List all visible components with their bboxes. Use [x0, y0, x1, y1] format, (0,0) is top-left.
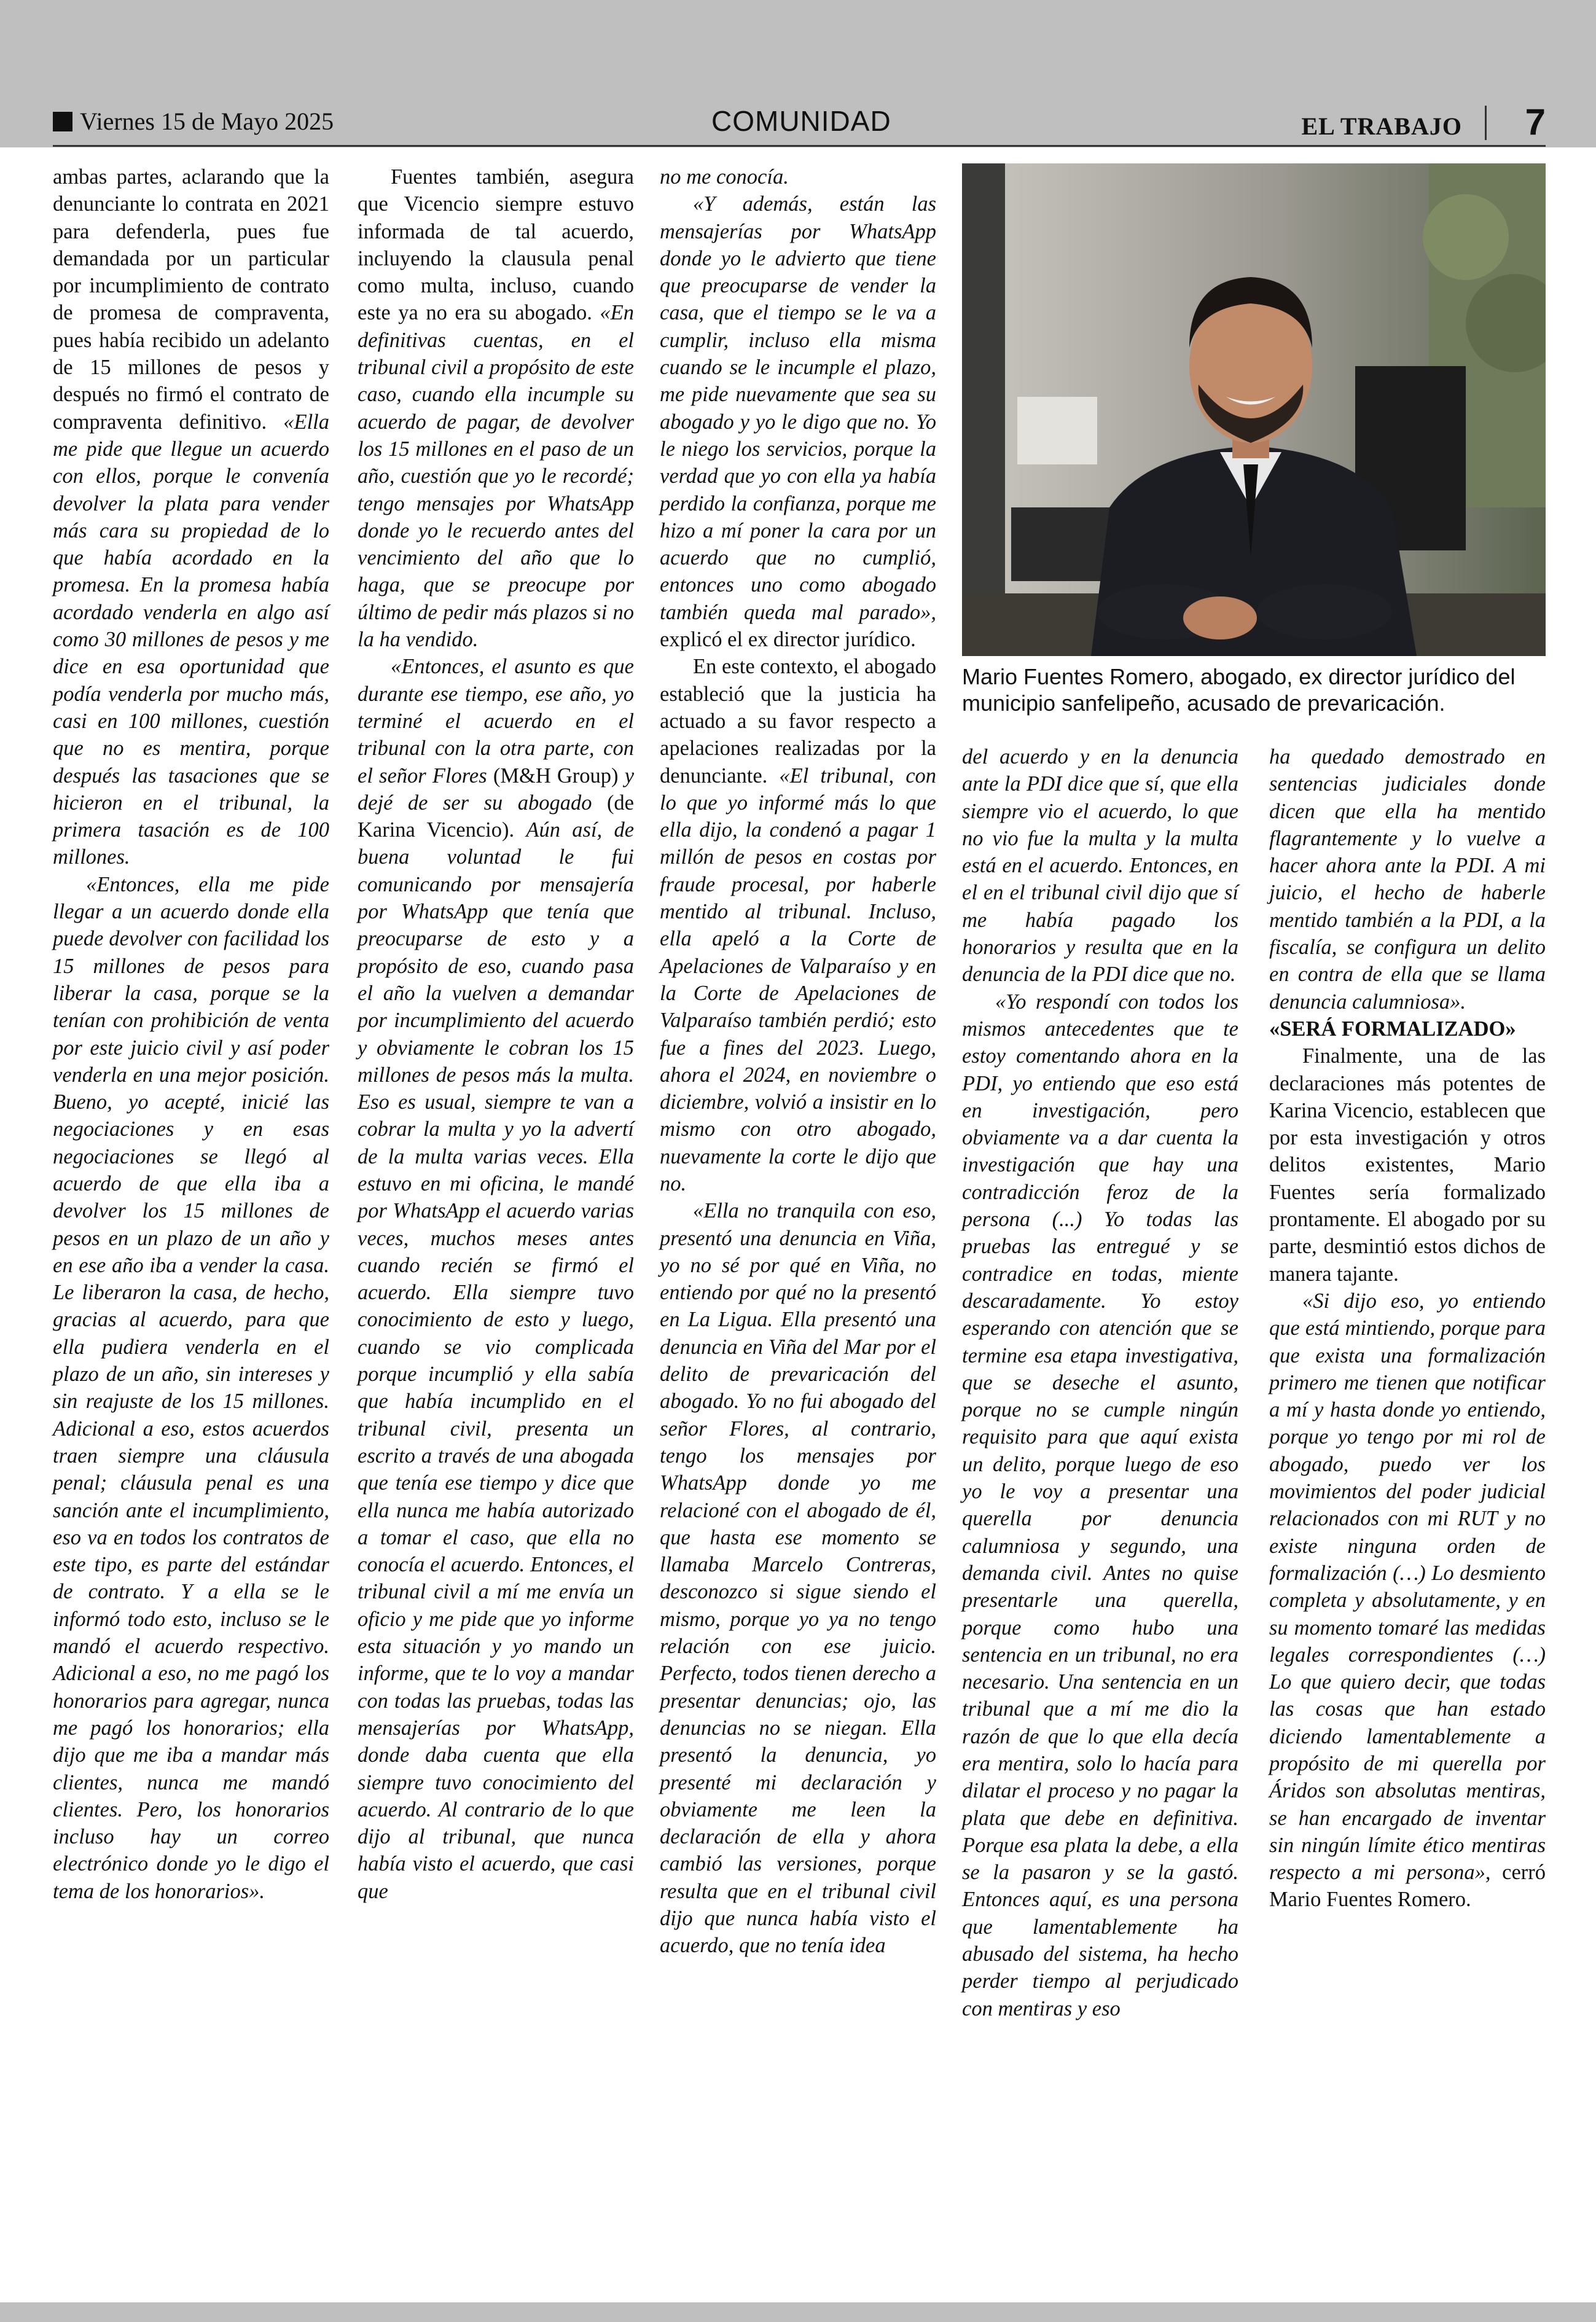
text-run: Fuentes también, asegura que Vicencio siempre estuvo informada de tal acuerdo, incluyendo la clausula penal como multa, incluso, cuando este ya no era su abogado. — [358, 165, 634, 325]
quote-run: y dejé de ser su abogado — [358, 764, 635, 815]
subheading: «SERÁ FORMALIZADO» — [1269, 1017, 1516, 1041]
text-run: ambas partes, aclarando que la denunciante lo contrata en 2021 para defenderla, pues fue demandada por un particular por incumplimiento de contrato de promesa de compraventa, pues había recibido un adelanto de 15 millones de pesos y después no firmó el contrato de compraventa definitivo. — [53, 165, 329, 434]
photo-caption: Mario Fuentes Romero, abogado, ex director jurídico del municipio sanfelipeño, acusado de prevaricación. — [962, 664, 1516, 716]
paragraph — [358, 163, 634, 653]
quote-run: «Y además, están las mensajerías por WhatsApp donde yo le advierto que tiene que preocuparse de vender la casa, que el tiempo se le va a cumplir, incluso ella misma cuando se le incumple el plazo, me pide nuevamente que sea su abogado y yo le digo que no. Yo le niego los servicios, porque la verdad que yo con ella ya había perdido la confianza, porque me hizo a mí poner la cara por un acuerdo que no cumplió, entonces uno como abogado también queda mal parado», — [660, 192, 936, 624]
quote-run: «En definitivas cuentas, en el tribunal civil a propósito de este caso, cuando ella incumple su acuerdo de pagar, de devolver los 15 millones en el paso de un año, cuestión que yo le recordé; tengo mensajes por WhatsApp donde yo le recuerdo antes del vencimiento del año que lo haga, que se preocupe por último de pedir más plazos si no la ha vendido. — [358, 301, 634, 652]
quote-run: «Ella me pide que llegue un acuerdo con ellos, porque le convenía devolver la plata para vender más cara su propiedad de lo que había acordado en la promesa. En la promesa había acordado venderla en algo así como 30 millones de pesos y me dice en esa oportunidad que podía venderla por mucho más, casi en 100 millones, cuestión que no es mentira, porque después las tasaciones que se hicieron en el tribunal, la primera tasación es de 100 millones. — [53, 410, 329, 869]
issue-date-text: Viernes 15 de Mayo 2025 — [80, 108, 334, 135]
square-bullet-icon — [53, 112, 72, 131]
quote-paragraph: «Entonces, ella me pide llegar a un acuerdo donde ella puede devolver con facilidad los 15 millones de pesos para liberar la casa, porque se la tenían con prohibición de venta por este juicio civil y así poder venderla en una mejor posición. Bueno, yo acepté, inicié las negociaciones y en esas negociaciones se llegó al acuerdo de que ella iba a devolver los 15 millones de pesos en un plazo de un año y en ese año iba a vender la casa. Le liberaron la casa, de hecho, gracias al acuerdo, para que ella pudiera venderla en el plazo de un año, sin intereses y sin reajuste de los 15 millones. Adicional a eso, estos acuerdos traen siempre una cláusula penal; cláusula penal es una sanción ante el incumplimiento, eso va en todos los contratos de este tipo, es parte del estándar de contrato. Y a ella se le informó todo esto, incluso se le mandó el acuerdo respectivo. Adicional a eso, no me pagó los honorarios para agregar, nunca me pagó los honorarios; ella dijo que me iba a mandar más clientes, nunca me mandó clientes. Pero, los honorarios incluso hay un correo electrónico donde yo le digo el tema de los honorarios». — [53, 872, 329, 1903]
article-column-1 — [53, 163, 329, 1905]
issue-date — [53, 107, 334, 136]
quote-paragraph: ha quedado demostrado en sentencias judiciales donde dicen que ella ha mentido flagrantemente y lo vuelve a hacer ahora ante la PDI. A mi juicio, el hecho de haberle mentido también a la PDI, a la fiscalía, se configura un delito en contra de ella que se llama denuncia calumniosa». — [1269, 745, 1546, 1014]
quote-run: «Entonces, el asunto es que durante ese tiempo, ese año, yo terminé el acuerdo en el tribunal con la otra parte, con el señor Flores — [358, 655, 634, 788]
paragraph — [660, 190, 936, 653]
quote-paragraph: «Yo respondí con todos los mismos antecedentes que te estoy comentando ahora en la PDI, yo entiendo que eso está en investigación, pero obviamente va a dar cuenta la investigación que hay una contradicción feroz de la persona (...) Yo todas las pruebas las entregué y se contradice en todas, miente descaradamente. Yo estoy esperando con atención que se termine esa etapa investigativa, que se deseche el asunto, porque no se cumple ningún requisito para que aquí exista un delito, porque luego de eso yo le voy a presentar una querella por denuncia calumniosa y segundo, una demanda civil. Antes no quise presentarle una querella, porque como hubo una sentencia en un tribunal, no era necesario. Una sentencia en un tribunal que a mí me dio la razón de que lo que ella decía era mentira, solo lo hacía para dilatar el proceso y no pagar la plata que debe en definitiva. Porque esa plata la debe, a ella se la pasaron y se la gastó. Entonces aquí, es una persona que lamentablemente ha abusado del sistema, ha hecho perder tiempo al perjudicado con mentiras y eso — [962, 990, 1238, 2020]
paragraph: no me conocía. — [660, 165, 789, 189]
quote-paragraph: «Ella no tranquila con eso, presentó una denuncia en Viña, yo no sé por qué en Viña, no entiendo por qué no la presentó en La Ligua. Ella presentó una denuncia en Viña del Mar por el delito de prevaricación del abogado. Yo no fui abogado del señor Flores, al contrario, tengo los mensajes por WhatsApp donde yo me relacioné con el abogado de él, que hasta ese momento se llamaba Marcelo Contreras, desconozco si sigue siendo el mismo, porque yo ya no tengo relación con ese juicio. Perfecto, todos tienen derecho a presentar denuncias; ojo, las denuncias no se niegan. Ella presentó la denuncia, yo presenté mi declaración y obviamente me leen la declaración de ella y ahora cambió las versiones, porque resulta que en el tribunal civil dijo que nunca había visto el acuerdo, que no tenía idea — [660, 1199, 936, 1958]
paragraph — [53, 163, 329, 871]
text-run: En este contexto, el abogado estableció que la justicia ha actuado a su favor respecto a apelaciones realizadas por la denunciante. — [660, 655, 936, 788]
quote-paragraph: del acuerdo y en la denuncia ante la PDI dice que sí, que ella siempre vio el acuerdo, lo que no vio fue la multa y la multa está en el acuerdo. Entonces, en el en el tribunal civil dijo que sí me había pagado los honorarios y resulta que en la denuncia de la PDI dice que no. — [962, 745, 1238, 987]
text-run: explicó el ex director jurídico. — [660, 628, 916, 652]
header-divider — [1485, 106, 1487, 140]
article-column-3 — [660, 163, 936, 1960]
section-name: COMUNIDAD — [711, 105, 891, 137]
page-header — [53, 103, 1546, 146]
bottom-gray-band — [0, 2302, 1596, 2322]
header-rule — [53, 145, 1546, 147]
paragraph — [358, 653, 634, 1905]
newspaper-name: EL TRABAJO — [1301, 112, 1462, 140]
lawyer-photo — [962, 163, 1546, 656]
article-column-4 — [962, 743, 1238, 2022]
portrait-illustration — [962, 163, 1546, 656]
paragraph — [660, 653, 936, 1197]
page-number: 7 — [1525, 101, 1546, 143]
article-column-5 — [1269, 743, 1546, 1914]
text-run: (de Karina Vicencio). — [358, 791, 634, 842]
article-column-2 — [358, 163, 634, 1905]
paragraph — [1269, 1288, 1546, 1914]
quote-run: Aún así, de buena voluntad le fui comunicando por mensajería por WhatsApp que tenía que preocuparse de esto y a propósito de eso, cuando pasa el año la vuelven a demandar por incumplimiento del acuerdo y obviamente le cobran los 15 millones de pesos más la multa. Eso es usual, siempre te van a cobrar la multa y yo la advertí de la multa varias veces. Ella estuvo en mi oficina, le mandé por WhatsApp el acuerdo varias veces, muchos meses antes cuando recién se firmó el acuerdo. Ella siempre tuvo conocimiento de esto y luego, cuando se vio complicada porque incumplió y ella sabía que había incumplido en el tribunal civil, presenta un escrito a través de una abogada que tenía ese tiempo y dice que ella nunca me había autorizado a tomar el caso, que ella no conocía el acuerdo. Entonces, el tribunal civil a mí me envía un oficio y me pide que yo informe esta situación y yo mando un informe, que te lo voy a mandar con todas las pruebas, todas las mensajerías por WhatsApp, donde daba cuenta que ella siempre tuvo conocimiento del acuerdo. Al contrario de lo que dijo al tribunal, que nunca había visto el acuerdo, que casi que — [358, 818, 635, 1903]
text-run: cerró Mario Fuentes Romero. — [1269, 1861, 1546, 1912]
paragraph: Finalmente, una de las declaraciones más potentes de Karina Vicencio, establecen que por esta investigación y otros delitos existentes, Mario Fuentes sería formalizado prontamente. El abogado por su parte, desmintió estos dichos de manera tajante. — [1269, 1044, 1546, 1286]
text-run: (M&H Group) — [493, 764, 619, 788]
quote-run: «Si dijo eso, yo entiendo que está mintiendo, porque para que exista una formalización primero me tienen que notificar a mí y hasta donde yo entiendo, porque yo tengo por mi rol de abogado, puedo ver los movimientos del poder judicial relacionados con mi RUT y no existe ninguna orden de formalización (…) Lo desmiento completa y absolutamente, y en su momento tomaré las medidas legales correspondientes (…) Lo que quiero decir, que todas las cosas que han estado diciendo lamentablemente a propósito de mi querella por Áridos son absolutas mentiras, se han encargado de inventar sin ningún límite ético mentiras respecto a mi persona», — [1269, 1289, 1546, 1885]
quote-run: «El tribunal, con lo que yo informé más lo que ella dijo, la condenó a pagar 1 millón de pesos en costas por fraude procesal, por haberle mentido al tribunal. Incluso, ella apeló a la Corte de Apelaciones de Valparaíso y en la Corte de Apelaciones de Valparaíso también perdió; esto fue a fines del 2023. Luego, ahora el 2024, en noviembre o diciembre, volvió a insistir en lo mismo con otro abogado, nuevamente la corte le dijo que no. — [660, 764, 937, 1195]
